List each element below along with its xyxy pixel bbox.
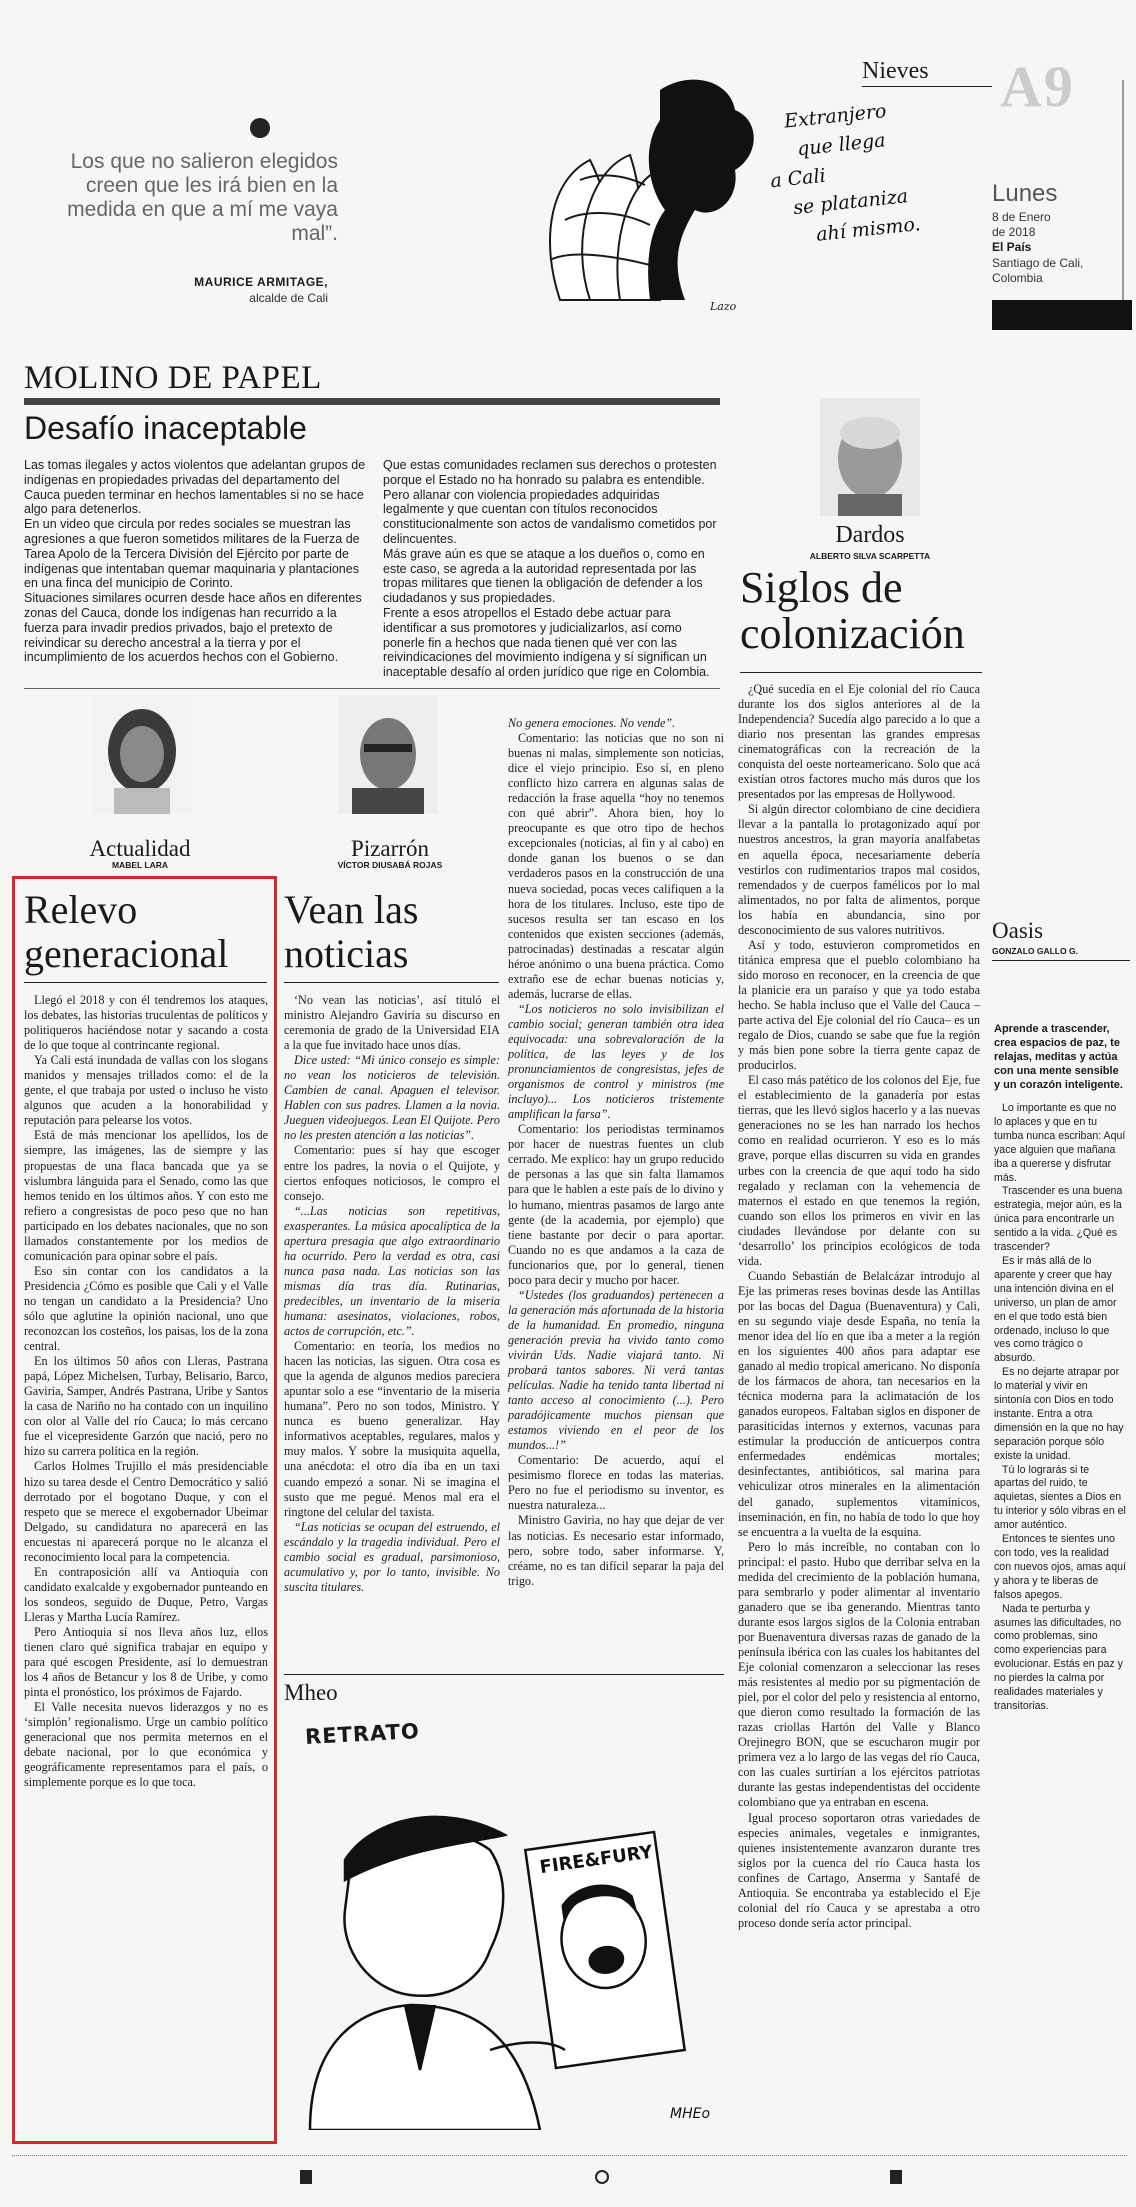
actualidad-title <box>24 888 228 976</box>
pizarron-paragraph: Dice usted: “Mi único consejo es simple: no vean los noticieros de televisión. Cambien de canal. Apaguen el televisor. Hablen con sus padres. Llamen a la novia. Jueguen videojuegos. Lean El Quijote. Pero no les presten atención a las noticias”. <box>284 1053 500 1143</box>
pizarron-paragraph: Ministro Gaviria, no hay que dejar de ver las noticias. Es necesario estar informado, pero, sobre todo, saber informarse. Y, créame, no es tan difícil separar la paja del trigo. <box>508 1513 724 1588</box>
pizarron-paragraph: Comentario: De acuerdo, aquí el pesimismo florece en todas las materias. Pero no fue el periodismo su inventor, es nuestra naturaleza... <box>508 1453 724 1513</box>
dardos-paragraph: El caso más patético de los colonos del Eje, fue el establecimiento de la ganadería por estas tierras, que les llevó siglos hacerlo y a las nuevas generaciones no se les han narrado los hechos como en realidad ocurrieron. Y eso es lo más grave, porque ellas discurren su vida en grandes urbes con la creencia de que aquí todo ha sido regalado y reclaman con la vehemencia de maternos el estado en que tenemos la región, cuando son ellos los primeros en vivir en las ciudades llevándose por delante con su ‘desarrollo’ los principios ecológicos de toda vida. <box>738 1073 980 1268</box>
pizarron-paragraph: No genera emociones. No vende”. <box>508 716 676 730</box>
molino-paragraph: Que estas comunidades reclamen sus derechos o protesten porque el Estado no ha honrado su palabra es entendible. Pero allanar con violencia propiedades adquiridas legalmente y que cuentan con títulos reconocidos constitucionalmente son actos de vandalismo cometidos por delincuentes. <box>383 458 717 546</box>
cartoon-line: se plataniza <box>792 185 910 220</box>
cartoon-signature: Lazo <box>710 300 737 313</box>
actualidad-paragraph: El Valle necesita nuevos liderazgos y no es ‘simplón’ regionalismo. Urge un cambio político generacional que nos permita meternos en el debate nacional, por lo que económica y geográficamente representamos para el país, o simplemente porque es lo que toca. <box>24 1700 268 1790</box>
cartoon-line: Extranjero <box>783 99 888 133</box>
dardos-paragraph: Pero lo más increíble, no contaban con lo principal: el pasto. Hubo que derribar selva en la medida del crecimiento de la población humana, para sembrarlo y poder alimentar al inventario ganadero que se iba generando. Mientras tanto durante esos largos siglos de la Colonia entraban por Buenaventura diversas razas de ganado de la península ibérica con las cuales los habitantes del Eje colonial comenzaron a seleccionar las reses más resistentes al medio por su pigmentación de piel, por el color del pelo y resistencia al entorno, que dieron como resultado la formación de las razas criollas Hartón del Valle y Blanco Orejinegro BON, que se escucharon mugir por primera vez a lo largo de las vegas del río Cauca, con las cuales surtirían a los ejércitos patriotas durante las gestas independentistas del occidente colombiano que ya entraban en escena. <box>738 1539 980 1810</box>
quote-author: MAURICE ARMITAGE, <box>194 275 328 289</box>
actualidad-title-line: generacional <box>24 931 229 976</box>
actualidad-paragraph: Ya Cali está inundada de vallas con los slogans manidos y mensajes trillados como: el de la gente, el que trabaja por usted o incluso he visto algunos que acuden a la honorabilidad y reputación para pelearse los votos. <box>24 1053 268 1128</box>
cartoon-line: que llega <box>796 129 887 161</box>
pizarron-author-photo <box>338 696 438 814</box>
pizarron-paragraph: “Ustedes (los graduandos) pertenecen a la generación más afortunada de la historia de la humanidad. En promedio, ninguna generación previa ha vivido tanto como vivirán Uds. Nadie viajará tanto. Ni probará tantos sabores. Ni verá tantas películas. Nadie ha tenido tanta libertad ni tanto acceso al conocimiento (...). Pero paradójicamente muchos piensan que estamos viviendo en el peor de los mundos...!” <box>508 1287 724 1453</box>
molino-col1 <box>24 458 369 665</box>
actualidad-paragraph: Llegó el 2018 y con él tendremos los ataques, los debates, las historias truculentas de políticos y politiqueros haciéndose notar y sacando a costa de lo que toque al contrincante regional. <box>24 993 268 1053</box>
oasis-label: Oasis <box>992 918 1044 943</box>
header-city: Santiago de Cali, <box>992 256 1084 270</box>
actualidad-author-photo <box>92 696 192 814</box>
oasis-paragraph: Nada te perturba y asumes las dificultades, no como problemas, sino como experiencias para evolucionar. Estás en paz y no pierdes la calma por realidades materiales y transitorias. <box>994 1602 1123 1712</box>
pizarron-paragraph: “...Las noticias son repetitivas, exasperantes. La música apocalíptica de la apertura presagia que algo extraordinario ha ocurrido. Pero la verdad es otra, casi nunca pasa nada. Las noticias son las mismas día tras día. Rutinarias, predecibles, un inventario de la miseria humana: asesinatos, violaciones, robos, actos de corrupción, etc.”. <box>284 1203 500 1339</box>
quote-role: alcalde de Cali <box>249 291 328 305</box>
pizarron-col2 <box>508 716 724 1589</box>
oasis-paragraph: Lo importante es que no lo aplaces y que en tu tumba nunca escriban: Aquí yace alguien que mañana iba a quererse y disfrutar más. <box>994 1102 1126 1184</box>
header-black-bar <box>992 300 1132 330</box>
dardos-paragraph: ¿Qué sucedía en el Eje colonial del río Cauca durante los dos siglos anteriores al de la Independencia? Sucedía algo parecido a lo que a diario nos presentan las grandes empresas cinematográficas con la recreación de la conquista del oeste norteamericano. Solo que acá existían otros factores mucho más duros que los presentados por las empresas de Hollywood. <box>738 682 980 802</box>
pizarron-label: Pizarrón <box>351 836 429 861</box>
pizarron-paragraph: “Los noticieros no solo invisibilizan el cambio social; generan también otra idea equivocada: una sobrevaloración de la política, de las leyes y de los pronunciamientos de congresistas, jefes de organismos de control y ministros (me incluyo)... Los noticieros tristemente amplifican la farsa”. <box>508 1001 724 1122</box>
molino-paragraph: Frente a esos atropellos el Estado debe actuar para identificar a sus promotores y judicializarlos, así como ponerle fin a hechos que nada tienen qué ver con las reivindicaciones del movimiento indígena y sí significan un inaceptable desafío al orden jurídico que rige en Colombia. <box>383 605 710 680</box>
dardos-paragraph: Así y todo, estuvieron comprometidos en titánica empresa que el pueblo colombiano ha sido moroso en reconocer, en la creencia de que la planicie era un paraíso y que ya todo estaba hecho. Se habla incluso que el Valle del Cauca –parte activa del Eje colonial del río Cauca– es un regalo de Dios, cuando se sabe que fue la región y más bien pone sobre la tierra gente capaz de producirlos. <box>738 937 980 1073</box>
cartoon-caption <box>753 90 967 255</box>
pizarron-author: VÍCTOR DIUSABÁ ROJAS <box>337 860 443 870</box>
oasis-body <box>994 1102 1126 1714</box>
oasis-paragraph: Es ir más allá de lo aparente y creer que hay una intención divina en el universo, un plan de amor en el que todo está bien ordenado, incluso lo que ves como trágico o absurdo. <box>994 1254 1117 1365</box>
oasis-paragraph: Es no dejarte atrapar por lo material y vivir en sintonía con Dios en todo instante. Entra a otra dimensión en la que no hay separación porque sólo existe la unidad. <box>994 1366 1124 1462</box>
pizarron-col1 <box>284 993 500 1595</box>
dardos-title-line: colonización <box>740 609 965 658</box>
banana-cartoon <box>520 60 780 320</box>
actualidad-author: MABEL LARA <box>111 860 169 870</box>
cartoon-line: a Cali <box>769 164 827 193</box>
actualidad-paragraph: Está de más mencionar los apellidos, los de siempre, las imágenes, las de siempre y las propuestas de una flaca bancada que ya se vislumbra lánguida para el Senado, como las que hemos tenido en los últimos años. Y con esto me refiero a congresistas de poco peso que no han participado en los debates nacionales, que no son llamados constantemente por los medios de comunicación para opinar sobre el país. <box>24 1128 268 1263</box>
oasis-lead: Aprende a trascender, crea espacios de paz, te relajas, meditas y actúa con una mente sensible y un corazón inteligente. <box>994 1023 1123 1091</box>
actualidad-paragraph: Eso sin contar con los candidatos a la Presidencia ¿Cómo es posible que Cali y el Valle no tengan un candidato a la Presidencia? Uno sólo que aglutine la opinión nacional, uno que reconozcan los costeños, los paisas, los de la zona central. <box>24 1263 268 1354</box>
dardos-author: ALBERTO SILVA SCARPETTA <box>809 551 931 561</box>
pizarron-paragraph: Comentario: los periodistas terminamos por hacer de nuestras fuentes un club cerrado. Me explico: hay un grupo reducido de personas a las que sin falta llamamos para que le hablen a este país de lo divino y lo humano, mientras pasamos de largo ante gente (de la academia, por ejemplo) que tiene bastante por decir o para aportar. Cuando no es que andamos a la caza de funcionarios que, por lo general, tienen poco para decir y mucho por hacer. <box>508 1122 724 1287</box>
pizarron-paragraph: “Las noticias se ocupan del estruendo, el escándalo y la tragedia individual. Pero el cambio social es gradual, parsimonioso, acumulativo y, por lo tanto, invisible. No suscita titulares. <box>284 1519 500 1594</box>
dardos-paragraph: Si algún director colombiano de cine decidiera llevar a la pantalla lo protagonizado aquí por nuestros ancestros, la gran mayoría analfabetas en aquella época, necesariamente debería vestirlos con rudimentarios trapos mal cosidos, remendados y de cuerpos famélicos por lo mal alimentados, no por falta de alimentos, porque los había en abundancia, sino por desconocimiento de sus valores nutritivos. <box>738 802 980 937</box>
molino-paragraph: Más grave aún es que se ataque a los dueños o, como en este caso, se agreda a la autoridad representada por las tropas militares que tienen la obligación de defender a los ciudadanos y sus propiedades. <box>383 546 705 606</box>
header-year: de 2018 <box>992 225 1036 239</box>
actualidad-label: Actualidad <box>89 836 191 861</box>
actualidad-paragraph: Pero Antioquia sí nos lleva años luz, ellos tienen claro qué significa trabajar en equipo y para qué escogen Presidente, así lo demuestran los 4 años de Betancur y los 8 de Uribe, y como pinta el pronóstico, los próximos de Fajardo. <box>24 1624 268 1700</box>
trump-cartoon <box>290 1750 720 2130</box>
registration-mark-icon <box>595 2170 609 2184</box>
molino-col2 <box>383 458 723 680</box>
registration-mark-icon <box>300 2170 312 2184</box>
actualidad-paragraph: En contraposición allí va Antioquia con candidato exalcalde y exgobernador punteando en los sondeos, seguido de Duque, Petro, Vargas Lleras y Martha Lucía Ramírez. <box>24 1564 268 1624</box>
pizarron-title <box>284 888 418 976</box>
oasis-paragraph: Trascender es una buena estrategia, mejor aún, es la única para encontrarle un sentido a la vida. ¿Qué es trascender? <box>994 1185 1123 1254</box>
pizarron-paragraph: Comentario: en teoría, los medios no hacen las noticias, las siguen. Otra cosa es que la agenda de algunos medios pareciera apuntar solo a ese “inventario de la miseria humana”. Pero no son todos, Ministro. Y nunca es bueno generalizar. Hay informativos aceptables, regulares, malos y muy malos. Y sobre la musiquita aquella, una anécdota: el otro día iba en un taxi cuando empezó a sonar. Ni se imagina el susto que me pegué. Menos mal era el ringtone del celular del taxista. <box>284 1339 500 1519</box>
molino-paragraph: Las tomas ilegales y actos violentos que adelantan grupos de indígenas en propiedades privadas del departamento del Cauca pueden terminar en hechos lamentables si no se hace algo para detenerlos. <box>24 458 366 517</box>
header-country: Colombia <box>992 271 1043 285</box>
mheo-caption: RETRATO <box>304 1719 421 1749</box>
mheo-label: Mheo <box>284 1680 338 1705</box>
pizarron-paragraph: ‘No vean las noticias’, así tituló el ministro Alejandro Gaviria su discurso en ceremonia de grado de la Universidad EIA a la que fue invitado hace unos días. <box>284 993 500 1053</box>
pizarron-title-line: noticias <box>284 931 409 976</box>
actualidad-paragraph: Carlos Holmes Trujillo el más presidenciable hizo su tarea desde el Centro Democrático y salió derrotado por el bogotano Duque, y con el respeto que se merece el exgobernador Ubeimar Delgado, su candidatura no aparecerá en las encuestas ni aparecerá porque no le alcanza el reconocimiento local para la competencia. <box>24 1459 268 1564</box>
header-paper: El País <box>992 240 1032 254</box>
oasis-paragraph: Entonces te sientes uno con todo, ves la realidad con nuevos ojos, amas aquí y ahora y te liberas de falsos apegos. <box>994 1533 1126 1601</box>
dardos-author-photo <box>820 398 920 516</box>
dardos-paragraph: Igual proceso soportaron otras variedades de especies animales, vegetales e inmigrantes, quienes insistentemente avanzaron durante tres siglos por la cuenca del río Cauca hasta los confines de Cartago, Anserma y Santafé de Antioquia. Se encontraba ya establecido el Eje colonial del río Cauca y se aprestaba a otro proceso donde sería actor principal. <box>738 1810 980 1930</box>
oasis-author: GONZALO GALLO G. <box>992 946 1078 956</box>
actualidad-body <box>24 993 268 1790</box>
header-date: 8 de Enero <box>992 210 1051 224</box>
registration-mark-icon <box>890 2170 902 2184</box>
dardos-body <box>738 682 980 1931</box>
section-name: Nieves <box>862 58 929 84</box>
molino-paragraph: Situaciones similares ocurren desde hace años en diferentes zonas del Cauca, donde los indígenas han recurrido a la fuerza para invadir predios privados, bajo el pretexto de reivindicar su derecho ancestral a la tierra y por el incumplimiento de los acuerdos hechos con el Gobierno. <box>24 591 362 665</box>
pizarron-title-line: Vean las <box>284 887 419 932</box>
dardos-paragraph: Cuando Sebastián de Belalcázar introdujo al Eje las primeras reses bovinas desde las Antillas por las bocas del Dagua (Buenaventura) y Cali, en su segundo viaje desde España, no tenía la menor idea del lío en que iba a meter a la región en los siguientes 400 años para adaptar ese ganado al medio tropical americano. No disponía de los fármacos de ahora, tan necesarios en la técnica moderna para la aclimatación de los ganados europeos. Faltaban siglos en disponer de parasiticidas internos y externos, vacunas para estimular la producción de anticuerpos contra enfermedades endémicas mortales; desinfectantes, antibióticos, sal marina para vehiculizar otros minerales en la alimentación del ganado, suplementos vitamínicos, inseminación, en fin, no había de todo lo que hoy se encuentra a la vuelta de la esquina. <box>738 1268 980 1539</box>
header-day: Lunes <box>992 180 1058 207</box>
cartoon-line: ahí mismo. <box>815 213 922 246</box>
molino-paragraph: En un video que circula por redes sociales se muestran las agresiones a que fueron sometidos militares de la Fuerza de Tarea Apolo de la Tercera División del Ejército por parte de indígenas que intentaban quemar maquinaria y plantaciones en una finca del municipio de Corinto. <box>24 517 360 591</box>
actualidad-title-line: Relevo <box>24 887 138 932</box>
dardos-title <box>740 565 965 657</box>
dardos-label: Dardos <box>835 522 905 548</box>
page-number: A9 <box>1000 54 1075 119</box>
book-title: FIRE&FURY <box>538 1841 654 1879</box>
page-header <box>0 0 1136 330</box>
actualidad-paragraph: En los últimos 50 años con Lleras, Pastrana papá, López Michelsen, Turbay, Belisario, Barco, Gaviria, Samper, Andrés Pastrana, Uribe y Santos la casa de Nariño no ha contado con un inquilino con olor al Valle del río Cauca; lo más cercano fue el vicepresidente Garzón que nació, pero no hizo su carrera política en la región. <box>24 1354 268 1459</box>
pizarron-paragraph: Comentario: pues sí hay que escoger entre los padres, la novia o el Quijote, y ciertos enfoques noticiosos, le compro el consejo. <box>284 1143 500 1203</box>
quote-mark-icon <box>250 118 270 138</box>
pizarron-paragraph: Comentario: las noticias que no son ni buenas ni malas, simplemente son noticias, dice el viejo principio. Eso sí, en pleno conflicto hizo carrera en algunas salas de redacción la frase aquella “hoy no tenemos con qué abrir”. Ahora bien, hoy lo preocupante es que otro tipo de hechos excepcionales (noticias, al fin y al cabo) en donde ganan los buenos o se dan verdaderos pasos en la construcción de una nueva sociedad, pocas veces califiquen a la hora de los titulares. Incluso, este tipo de sucesos resulta ser tan escaso en los contenidos que existen secciones (además, patrocinadas) destinadas a rescatar algún héroe anónimo o una buena práctica. Como extraño ese de echar buenas noticias y, además, lucrarse de ellas. <box>508 731 724 1001</box>
molino-title: Desafío inaceptable <box>24 410 307 446</box>
molino-kicker: MOLINO DE PAPEL <box>24 360 322 396</box>
dardos-title-line: Siglos de <box>740 563 903 612</box>
mheo-signature: MHEo <box>670 2106 711 2122</box>
oasis-paragraph: Tú lo lograrás si te apartas del ruido, te aquietas, sientes a Dios en tu interior y sólo vibras en el amor auténtico. <box>994 1463 1126 1532</box>
header-quote: Los que no salieron elegidos creen que les irá bien en la medida en que a mí me vaya mal”. <box>67 150 338 245</box>
header-side-rule <box>1122 80 1124 300</box>
